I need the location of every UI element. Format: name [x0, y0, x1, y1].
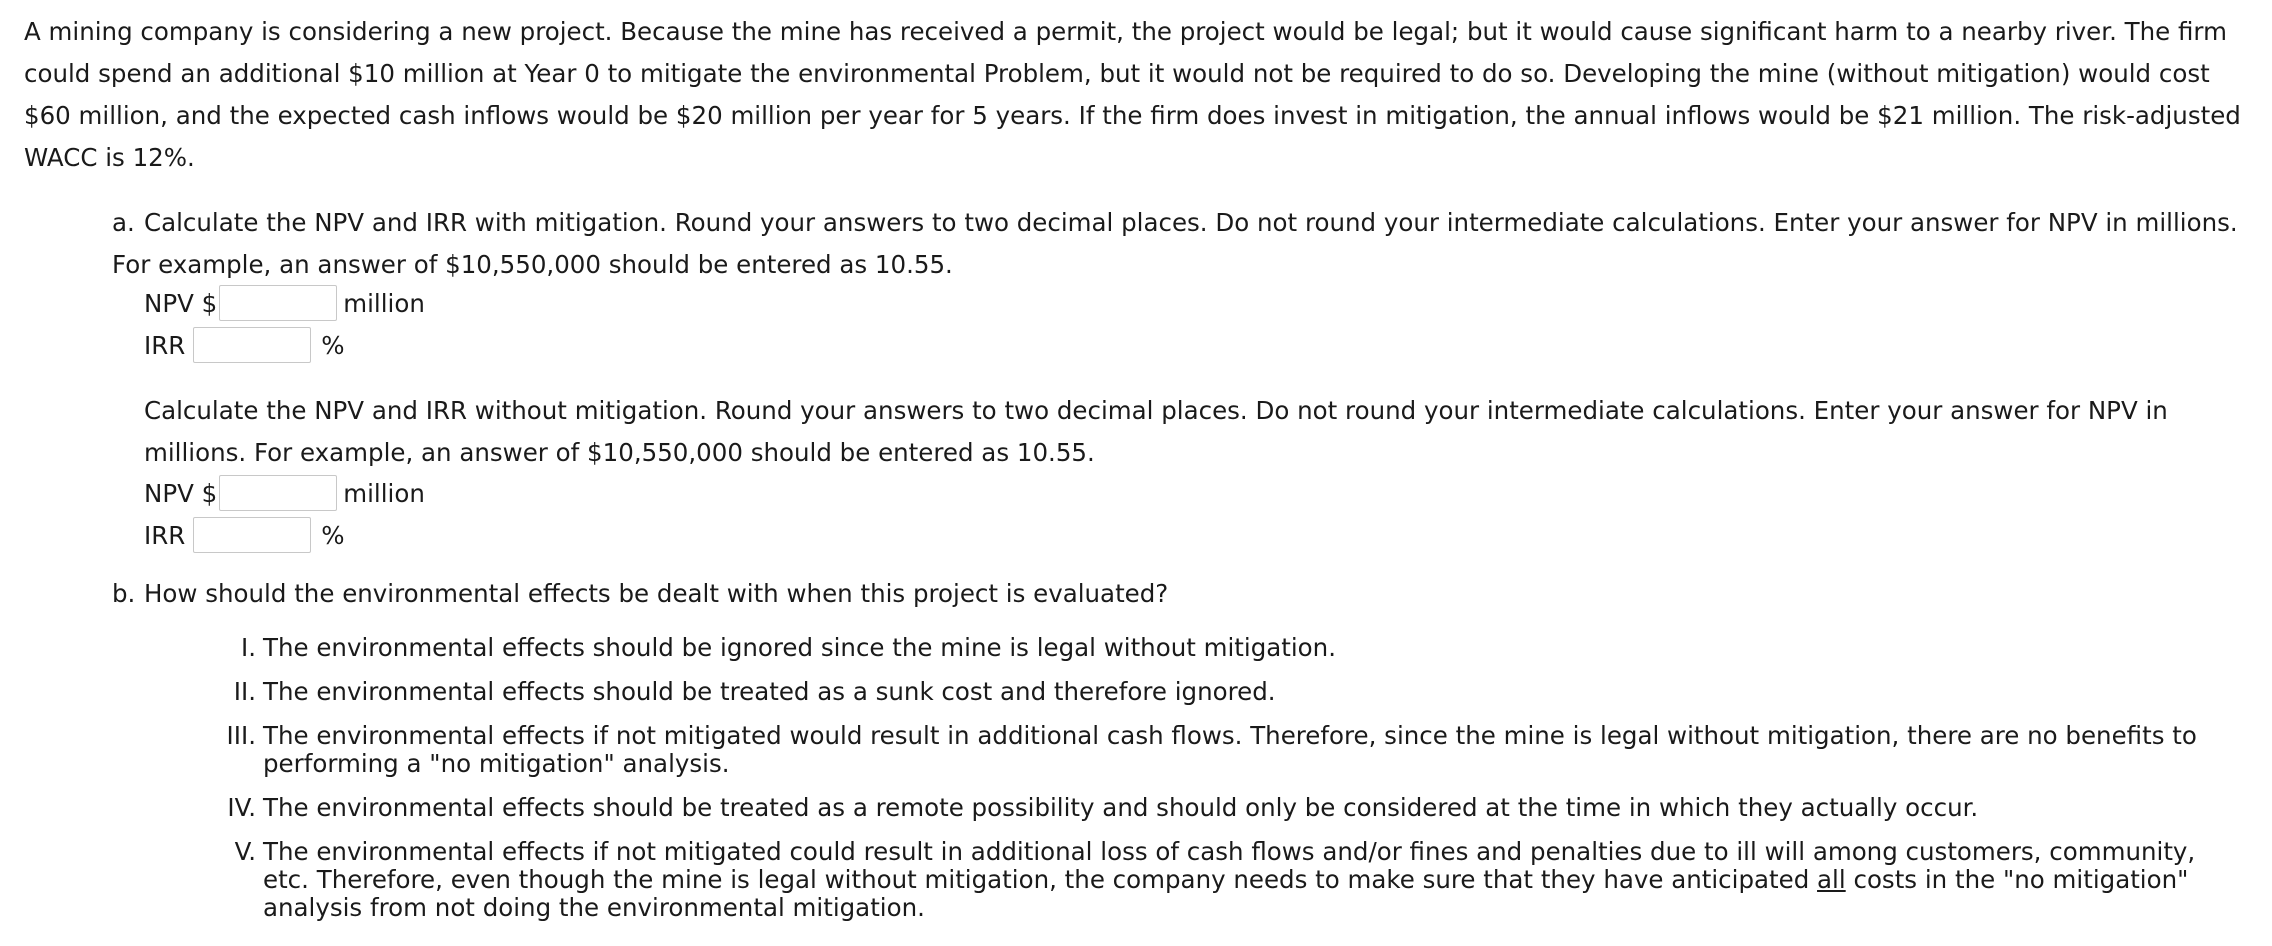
irr-with-label: IRR [144, 330, 186, 360]
part-a-instruction [112, 202, 2242, 286]
option-v-emphasis-all: all [1817, 865, 1846, 894]
option-v-text-before: The environmental effects if not mitigated could result in additional loss of cash flows and/or fines and penalties due to ill will among customers, community, etc. Therefore, even though the mine is legal without mitigation, the company needs to make sure that they have anticipated [263, 837, 2196, 894]
npv-with-unit: million [343, 288, 425, 318]
irr-without-mitigation-input[interactable] [193, 517, 311, 553]
part-a-without-instruction: Calculate the NPV and IRR without mitigation. Round your answers to two decimal places. Do not round your intermediate calculations. Enter your answer for NPV in millions. For example, an answer of $10,550,000 should be entered as 10.55. [144, 396, 2168, 467]
option-ii-text: The environmental effects should be treated as a sunk cost and therefore ignored. [263, 677, 1276, 706]
npv-with-label: NPV $ [144, 288, 218, 318]
part-a-letter: a. [112, 208, 135, 237]
irr-with-unit: % [321, 330, 345, 360]
npv-without-mitigation-input[interactable] [219, 475, 337, 511]
part-b-letter: b. [112, 579, 136, 608]
option-v-text [263, 838, 2223, 922]
option-v-text-after: costs in the "no mitigation" analysis from not doing the environmental mitigation. [263, 865, 2189, 922]
part-a-instruction-text: Calculate the NPV and IRR with mitigation. Round your answers to two decimal places. Do not round your intermediate calculations. Enter your answer for NPV in millions. For example, an answer of $10,550,000 should be entered as 10.55. [112, 208, 2238, 279]
irr-without-unit: % [321, 520, 345, 550]
option-iii-number: III. [226, 721, 256, 750]
problem-statement: A mining company is considering a new project. Because the mine has received a permit, the project would be legal; but it would cause significant harm to a nearby river. The firm could spend an additional $10 million at Year 0 to mitigate the environmental Problem, but it would not be required to do so. Developing the mine (without mitigation) would cost $60 million, and the expected cash inflows would be $20 million per year for 5 years. If the firm does invest in mitigation, the annual inflows would be $21 million. The risk-adjusted WACC is 12%. [24, 17, 2241, 172]
option-iv-number: IV. [227, 793, 256, 822]
npv-without-unit: million [343, 478, 425, 508]
irr-with-mitigation-input[interactable] [193, 327, 311, 363]
irr-with-mitigation-row [144, 325, 345, 365]
option-iv-text: The environmental effects should be treated as a remote possibility and should only be considered at the time in which they actually occur. [263, 793, 1979, 822]
irr-without-mitigation-row [144, 515, 345, 555]
part-b-question-text: How should the environmental effects be dealt with when this project is evaluated? [144, 579, 1169, 608]
option-iii-text: The environmental effects if not mitigated would result in additional cash flows. Therefore, since the mine is legal without mitigation, there are no benefits to performing a "no mitigation" analysis. [263, 721, 2197, 778]
npv-without-label: NPV $ [144, 478, 218, 508]
option-ii-number: II. [233, 677, 256, 706]
npv-without-mitigation-row [144, 473, 425, 513]
option-i-text: The environmental effects should be ignored since the mine is legal without mitigation. [263, 633, 1336, 662]
irr-without-label: IRR [144, 520, 186, 550]
npv-with-mitigation-input[interactable] [219, 285, 337, 321]
option-v-number: V. [234, 837, 256, 866]
part-b-question [112, 573, 1168, 615]
option-i-number: I. [240, 633, 256, 662]
npv-with-mitigation-row [144, 283, 425, 323]
